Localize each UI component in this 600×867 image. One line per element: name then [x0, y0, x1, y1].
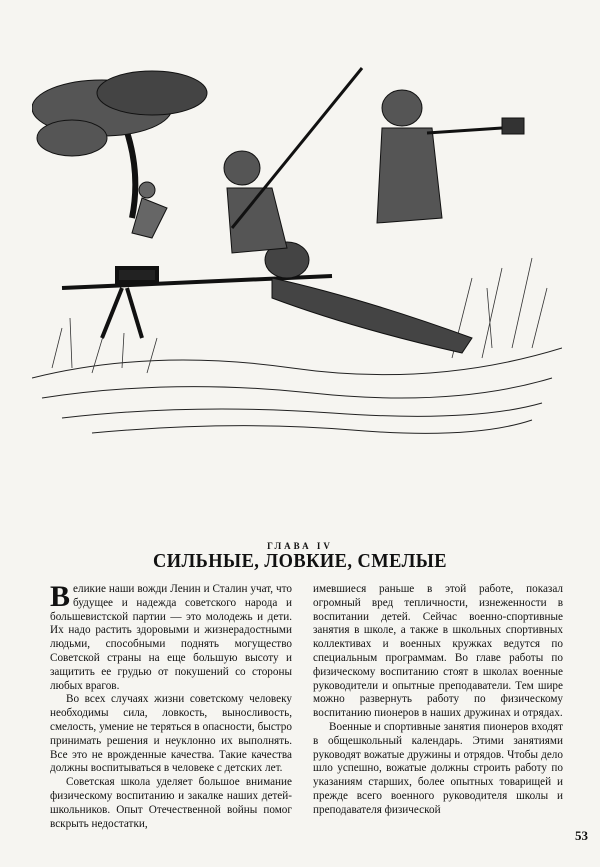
- page-number: 53: [575, 828, 588, 843]
- pioneer-throwing-grenade: [377, 90, 524, 223]
- paragraph-1: [50, 580, 292, 693]
- paragraph-4: имевшиеся раньше в этой работе, показал огромный вред тепличности, изнеженности в воспитании детей. Сейчас военно-спортивные занятия в школе, а также в школьных спортивных коллективах и военных кружках ведутся по специальным программам. Во главе работы по физическому воспитанию стоят в школах военные руководители и опытные преподаватели. Тем шире можно развернуть работу по физическому воспитанию пионеров в наших дружинах и отрядах.: [313, 583, 563, 720]
- pioneers-illustration: [32, 48, 562, 448]
- running-pioneer-rifle: [224, 68, 362, 253]
- paragraph-2: Во всех случаях жизни советскому человеку необходимы сила, ловкость, выносливость, смелость, умение не теряться в опасности, быстро принимать решения и неуклонно их выполнять. Все это не врожденные качества. Такие качества должны воспитываться в человеке с детских лет.: [50, 693, 292, 775]
- left-column: [50, 580, 292, 831]
- paragraph-5: Военные и спортивные занятия пионеров входят в общешкольный календарь. Этими занятиями руководят вожатые дружины и отрядов. Чтобы дело шло успешно, вожатые должны строить работу по указаниям старших, более опытных товарищей и прежде всего военного руководителя школы и преподавателя физической: [313, 720, 563, 816]
- paragraph-1-text: еликие наши вожди Ленин и Сталин учат, что будущее и надежда советского народа и большевистской партии — это молодежь и дети. Их надо растить здоровыми и жизнерадостными людьми, способными поднять могущество Советской страны на еще большую высоту и защитить ее грудью от покушений со стороны любых врагов.: [50, 583, 292, 692]
- tree: [32, 71, 207, 218]
- paragraph-3: Советская школа уделяет большое внимание физическому воспитанию и закалке наших детей-школьников. Опыт Отечественной войны помог вскрыть недостатки,: [50, 776, 292, 830]
- dropcap: В: [50, 580, 71, 613]
- chapter-label: ГЛАВА IV: [267, 541, 333, 551]
- chapter-title: СИЛЬНЫЕ, ЛОВКИЕ, СМЕЛЫЕ: [152, 550, 448, 572]
- prone-pioneer: [265, 242, 472, 353]
- right-column: [313, 583, 563, 818]
